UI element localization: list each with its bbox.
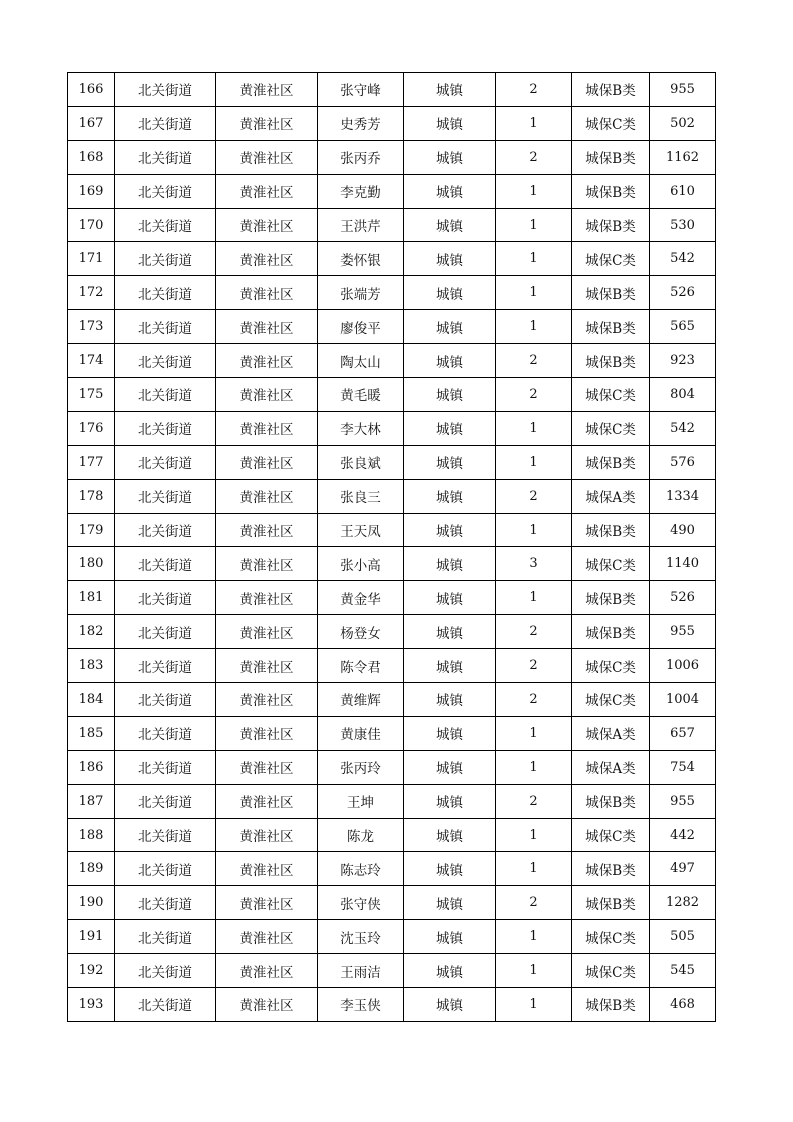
community-cell: 黄淮社区 (216, 242, 318, 276)
category-cell: 城保A类 (572, 716, 650, 750)
category-cell: 城保C类 (572, 547, 650, 581)
name-cell: 黄金华 (318, 581, 404, 615)
amount-cell: 754 (650, 750, 716, 784)
amount-cell: 526 (650, 581, 716, 615)
community-cell: 黄淮社区 (216, 140, 318, 174)
area-type-cell: 城镇 (404, 784, 496, 818)
area-type-cell: 城镇 (404, 818, 496, 852)
row-number: 180 (68, 547, 115, 581)
community-cell: 黄淮社区 (216, 954, 318, 988)
street-cell: 北关街道 (115, 988, 216, 1022)
amount-cell: 526 (650, 276, 716, 310)
street-cell: 北关街道 (115, 716, 216, 750)
table-row (68, 513, 716, 547)
community-cell: 黄淮社区 (216, 615, 318, 649)
household-size-cell: 2 (496, 140, 572, 174)
community-cell: 黄淮社区 (216, 276, 318, 310)
community-cell: 黄淮社区 (216, 208, 318, 242)
area-type-cell: 城镇 (404, 513, 496, 547)
category-cell: 城保B类 (572, 581, 650, 615)
street-cell: 北关街道 (115, 310, 216, 344)
category-cell: 城保B类 (572, 988, 650, 1022)
area-type-cell: 城镇 (404, 988, 496, 1022)
row-number: 175 (68, 378, 115, 412)
household-size-cell: 1 (496, 242, 572, 276)
row-number: 168 (68, 140, 115, 174)
household-size-cell: 1 (496, 208, 572, 242)
street-cell: 北关街道 (115, 411, 216, 445)
amount-cell: 490 (650, 513, 716, 547)
category-cell: 城保B类 (572, 344, 650, 378)
row-number: 170 (68, 208, 115, 242)
amount-cell: 955 (650, 784, 716, 818)
category-cell: 城保C类 (572, 649, 650, 683)
category-cell: 城保B类 (572, 513, 650, 547)
table-row (68, 411, 716, 445)
street-cell: 北关街道 (115, 344, 216, 378)
category-cell: 城保C类 (572, 920, 650, 954)
name-cell: 陈志玲 (318, 852, 404, 886)
name-cell: 张良三 (318, 479, 404, 513)
table-row (68, 73, 716, 107)
name-cell: 张小高 (318, 547, 404, 581)
street-cell: 北关街道 (115, 140, 216, 174)
category-cell: 城保C类 (572, 954, 650, 988)
household-size-cell: 2 (496, 649, 572, 683)
community-cell: 黄淮社区 (216, 310, 318, 344)
area-type-cell: 城镇 (404, 581, 496, 615)
street-cell: 北关街道 (115, 242, 216, 276)
row-number: 174 (68, 344, 115, 378)
name-cell: 李玉侠 (318, 988, 404, 1022)
street-cell: 北关街道 (115, 784, 216, 818)
name-cell: 张端芳 (318, 276, 404, 310)
street-cell: 北关街道 (115, 683, 216, 717)
household-size-cell: 1 (496, 445, 572, 479)
household-size-cell: 2 (496, 378, 572, 412)
category-cell: 城保A类 (572, 750, 650, 784)
name-cell: 张良斌 (318, 445, 404, 479)
area-type-cell: 城镇 (404, 276, 496, 310)
name-cell: 廖俊平 (318, 310, 404, 344)
street-cell: 北关街道 (115, 818, 216, 852)
community-cell: 黄淮社区 (216, 513, 318, 547)
name-cell: 张丙玲 (318, 750, 404, 784)
amount-cell: 1334 (650, 479, 716, 513)
category-cell: 城保B类 (572, 784, 650, 818)
street-cell: 北关街道 (115, 886, 216, 920)
street-cell: 北关街道 (115, 547, 216, 581)
household-size-cell: 1 (496, 818, 572, 852)
category-cell: 城保B类 (572, 852, 650, 886)
household-size-cell: 2 (496, 615, 572, 649)
row-number: 177 (68, 445, 115, 479)
row-number: 191 (68, 920, 115, 954)
household-size-cell: 1 (496, 750, 572, 784)
table-row (68, 784, 716, 818)
household-size-cell: 3 (496, 547, 572, 581)
street-cell: 北关街道 (115, 581, 216, 615)
street-cell: 北关街道 (115, 649, 216, 683)
area-type-cell: 城镇 (404, 649, 496, 683)
table-row (68, 547, 716, 581)
name-cell: 李大林 (318, 411, 404, 445)
household-size-cell: 2 (496, 886, 572, 920)
category-cell: 城保B类 (572, 445, 650, 479)
row-number: 171 (68, 242, 115, 276)
community-cell: 黄淮社区 (216, 886, 318, 920)
row-number: 178 (68, 479, 115, 513)
street-cell: 北关街道 (115, 276, 216, 310)
table-row (68, 276, 716, 310)
amount-cell: 955 (650, 73, 716, 107)
name-cell: 张丙乔 (318, 140, 404, 174)
street-cell: 北关街道 (115, 750, 216, 784)
household-size-cell: 1 (496, 716, 572, 750)
table-row (68, 242, 716, 276)
street-cell: 北关街道 (115, 445, 216, 479)
amount-cell: 1004 (650, 683, 716, 717)
community-cell: 黄淮社区 (216, 784, 318, 818)
area-type-cell: 城镇 (404, 954, 496, 988)
amount-cell: 1162 (650, 140, 716, 174)
table-row (68, 344, 716, 378)
amount-cell: 442 (650, 818, 716, 852)
name-cell: 王坤 (318, 784, 404, 818)
table-row (68, 615, 716, 649)
table-row (68, 886, 716, 920)
amount-cell: 923 (650, 344, 716, 378)
category-cell: 城保C类 (572, 378, 650, 412)
row-number: 181 (68, 581, 115, 615)
amount-cell: 468 (650, 988, 716, 1022)
category-cell: 城保B类 (572, 276, 650, 310)
row-number: 172 (68, 276, 115, 310)
community-cell: 黄淮社区 (216, 716, 318, 750)
area-type-cell: 城镇 (404, 310, 496, 344)
table-row (68, 106, 716, 140)
community-cell: 黄淮社区 (216, 378, 318, 412)
household-size-cell: 1 (496, 920, 572, 954)
community-cell: 黄淮社区 (216, 73, 318, 107)
name-cell: 陈龙 (318, 818, 404, 852)
household-size-cell: 2 (496, 73, 572, 107)
area-type-cell: 城镇 (404, 208, 496, 242)
table-row (68, 683, 716, 717)
area-type-cell: 城镇 (404, 106, 496, 140)
row-number: 166 (68, 73, 115, 107)
row-number: 193 (68, 988, 115, 1022)
record-table (67, 72, 716, 1022)
row-number: 184 (68, 683, 115, 717)
street-cell: 北关街道 (115, 920, 216, 954)
household-size-cell: 1 (496, 174, 572, 208)
table-row (68, 818, 716, 852)
category-cell: 城保B类 (572, 73, 650, 107)
amount-cell: 502 (650, 106, 716, 140)
amount-cell: 610 (650, 174, 716, 208)
community-cell: 黄淮社区 (216, 445, 318, 479)
category-cell: 城保B类 (572, 208, 650, 242)
community-cell: 黄淮社区 (216, 547, 318, 581)
amount-cell: 657 (650, 716, 716, 750)
household-size-cell: 1 (496, 954, 572, 988)
household-size-cell: 1 (496, 411, 572, 445)
area-type-cell: 城镇 (404, 378, 496, 412)
amount-cell: 804 (650, 378, 716, 412)
street-cell: 北关街道 (115, 513, 216, 547)
area-type-cell: 城镇 (404, 73, 496, 107)
table-row (68, 988, 716, 1022)
name-cell: 李克勤 (318, 174, 404, 208)
name-cell: 陈令君 (318, 649, 404, 683)
table-body (68, 73, 716, 1022)
row-number: 169 (68, 174, 115, 208)
amount-cell: 576 (650, 445, 716, 479)
table-row (68, 920, 716, 954)
amount-cell: 1006 (650, 649, 716, 683)
area-type-cell: 城镇 (404, 683, 496, 717)
category-cell: 城保B类 (572, 140, 650, 174)
area-type-cell: 城镇 (404, 344, 496, 378)
street-cell: 北关街道 (115, 73, 216, 107)
name-cell: 陶太山 (318, 344, 404, 378)
name-cell: 黄康佳 (318, 716, 404, 750)
amount-cell: 1140 (650, 547, 716, 581)
household-size-cell: 1 (496, 988, 572, 1022)
row-number: 176 (68, 411, 115, 445)
category-cell: 城保A类 (572, 479, 650, 513)
household-size-cell: 1 (496, 513, 572, 547)
row-number: 182 (68, 615, 115, 649)
street-cell: 北关街道 (115, 378, 216, 412)
row-number: 192 (68, 954, 115, 988)
row-number: 186 (68, 750, 115, 784)
category-cell: 城保C类 (572, 106, 650, 140)
table-row (68, 378, 716, 412)
table-row (68, 750, 716, 784)
household-size-cell: 1 (496, 581, 572, 615)
name-cell: 黄维辉 (318, 683, 404, 717)
community-cell: 黄淮社区 (216, 411, 318, 445)
area-type-cell: 城镇 (404, 615, 496, 649)
name-cell: 史秀芳 (318, 106, 404, 140)
area-type-cell: 城镇 (404, 140, 496, 174)
area-type-cell: 城镇 (404, 174, 496, 208)
household-size-cell: 1 (496, 276, 572, 310)
community-cell: 黄淮社区 (216, 479, 318, 513)
table-row (68, 140, 716, 174)
household-size-cell: 1 (496, 310, 572, 344)
community-cell: 黄淮社区 (216, 344, 318, 378)
amount-cell: 505 (650, 920, 716, 954)
table-row (68, 310, 716, 344)
area-type-cell: 城镇 (404, 852, 496, 886)
area-type-cell: 城镇 (404, 445, 496, 479)
category-cell: 城保C类 (572, 411, 650, 445)
table-row (68, 852, 716, 886)
community-cell: 黄淮社区 (216, 649, 318, 683)
community-cell: 黄淮社区 (216, 174, 318, 208)
category-cell: 城保C类 (572, 683, 650, 717)
category-cell: 城保B类 (572, 174, 650, 208)
household-size-cell: 2 (496, 784, 572, 818)
category-cell: 城保B类 (572, 615, 650, 649)
area-type-cell: 城镇 (404, 242, 496, 276)
amount-cell: 497 (650, 852, 716, 886)
table-row (68, 479, 716, 513)
table-row (68, 581, 716, 615)
table-row (68, 954, 716, 988)
area-type-cell: 城镇 (404, 716, 496, 750)
row-number: 190 (68, 886, 115, 920)
amount-cell: 542 (650, 242, 716, 276)
street-cell: 北关街道 (115, 954, 216, 988)
amount-cell: 955 (650, 615, 716, 649)
community-cell: 黄淮社区 (216, 750, 318, 784)
row-number: 187 (68, 784, 115, 818)
row-number: 188 (68, 818, 115, 852)
community-cell: 黄淮社区 (216, 106, 318, 140)
community-cell: 黄淮社区 (216, 818, 318, 852)
name-cell: 沈玉玲 (318, 920, 404, 954)
category-cell: 城保C类 (572, 818, 650, 852)
street-cell: 北关街道 (115, 106, 216, 140)
community-cell: 黄淮社区 (216, 581, 318, 615)
name-cell: 王雨洁 (318, 954, 404, 988)
household-size-cell: 1 (496, 106, 572, 140)
street-cell: 北关街道 (115, 615, 216, 649)
street-cell: 北关街道 (115, 852, 216, 886)
household-size-cell: 1 (496, 852, 572, 886)
name-cell: 张守侠 (318, 886, 404, 920)
area-type-cell: 城镇 (404, 411, 496, 445)
name-cell: 张守峰 (318, 73, 404, 107)
amount-cell: 545 (650, 954, 716, 988)
community-cell: 黄淮社区 (216, 920, 318, 954)
name-cell: 黄毛暖 (318, 378, 404, 412)
name-cell: 王洪芹 (318, 208, 404, 242)
household-size-cell: 2 (496, 683, 572, 717)
community-cell: 黄淮社区 (216, 852, 318, 886)
row-number: 185 (68, 716, 115, 750)
area-type-cell: 城镇 (404, 920, 496, 954)
street-cell: 北关街道 (115, 479, 216, 513)
row-number: 179 (68, 513, 115, 547)
amount-cell: 542 (650, 411, 716, 445)
household-size-cell: 2 (496, 344, 572, 378)
category-cell: 城保B类 (572, 310, 650, 344)
category-cell: 城保B类 (572, 886, 650, 920)
community-cell: 黄淮社区 (216, 988, 318, 1022)
category-cell: 城保C类 (572, 242, 650, 276)
area-type-cell: 城镇 (404, 547, 496, 581)
street-cell: 北关街道 (115, 208, 216, 242)
community-cell: 黄淮社区 (216, 683, 318, 717)
row-number: 167 (68, 106, 115, 140)
row-number: 173 (68, 310, 115, 344)
area-type-cell: 城镇 (404, 479, 496, 513)
area-type-cell: 城镇 (404, 750, 496, 784)
table-row (68, 208, 716, 242)
street-cell: 北关街道 (115, 174, 216, 208)
table-row (68, 174, 716, 208)
table-row (68, 716, 716, 750)
household-size-cell: 2 (496, 479, 572, 513)
amount-cell: 565 (650, 310, 716, 344)
name-cell: 娄怀银 (318, 242, 404, 276)
row-number: 183 (68, 649, 115, 683)
amount-cell: 530 (650, 208, 716, 242)
table-row (68, 649, 716, 683)
table-row (68, 445, 716, 479)
name-cell: 王天凤 (318, 513, 404, 547)
amount-cell: 1282 (650, 886, 716, 920)
row-number: 189 (68, 852, 115, 886)
name-cell: 杨登女 (318, 615, 404, 649)
area-type-cell: 城镇 (404, 886, 496, 920)
